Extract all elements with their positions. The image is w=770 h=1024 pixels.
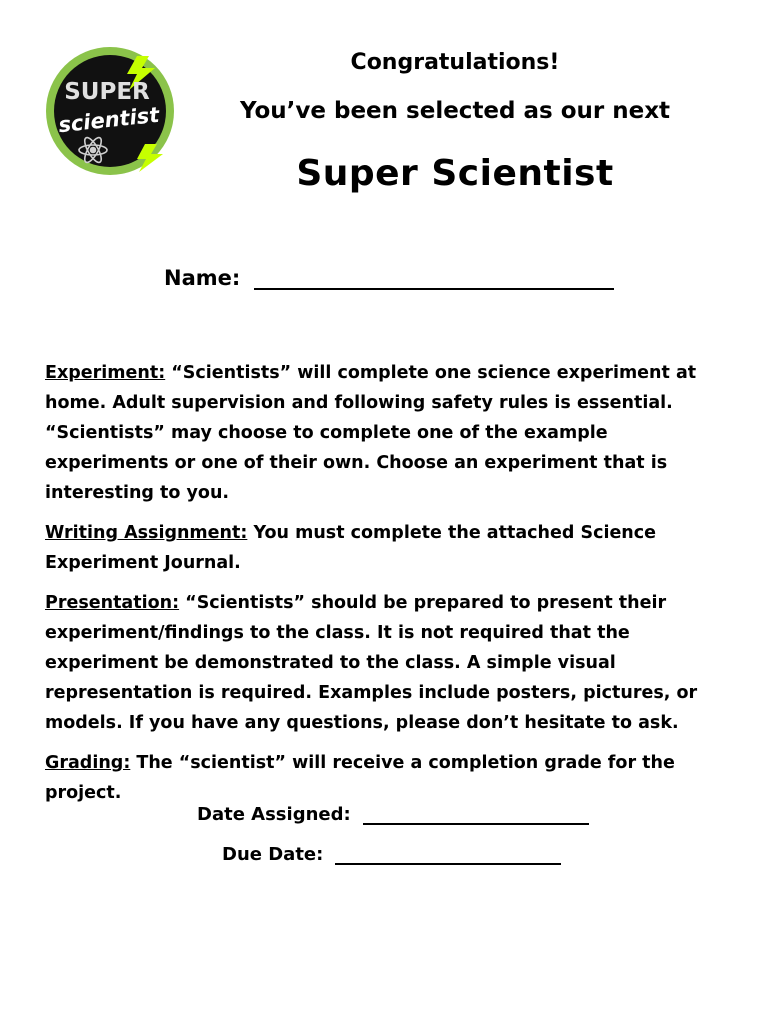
due-date-blank-line[interactable]: [335, 843, 561, 865]
experiment-term: Experiment:: [45, 363, 166, 383]
name-label: Name:: [164, 266, 241, 290]
experiment-text: “Scientists” will complete one science experiment at home. Adult supervision and following safety rules is essential. “Scientists” may choose to complete one of the example experiments or one of their own. Choose an experiment that is interesting to you.: [45, 363, 697, 503]
selected-subheading: You’ve been selected as our next: [239, 98, 671, 124]
writing-assignment-text: You must complete the attached Science Experiment Journal.: [45, 523, 657, 573]
writing-assignment-term: Writing Assignment:: [45, 523, 248, 543]
grading-term: Grading:: [45, 753, 131, 773]
date-assigned-row: [197, 803, 589, 825]
logo-scientist-text: scientist: [57, 102, 161, 138]
instructions-body: [45, 358, 735, 818]
grading-section: [45, 748, 735, 808]
name-row: [164, 266, 614, 290]
experiment-section: [45, 358, 735, 508]
presentation-term: Presentation:: [45, 593, 180, 613]
logo-super-text: SUPER: [64, 79, 150, 105]
name-blank-line[interactable]: [254, 266, 614, 290]
presentation-section: [45, 588, 735, 738]
due-date-label: Due Date:: [222, 844, 324, 865]
presentation-text: “Scientists” should be prepared to present their experiment/findings to the class. It is not required that the experiment be demonstrated to the class. A simple visual representation is required. Examples include posters, pictures, or models. If you have any questions, please don’t hesitate to ask.: [45, 593, 698, 733]
writing-assignment-section: [45, 518, 735, 578]
grading-text: The “scientist” will receive a completion grade for the project.: [45, 753, 675, 803]
date-assigned-label: Date Assigned:: [197, 804, 351, 825]
due-date-row: [222, 843, 561, 865]
congratulations-heading: Congratulations!: [350, 50, 560, 75]
date-assigned-blank-line[interactable]: [363, 803, 589, 825]
super-scientist-title: Super Scientist: [296, 153, 614, 194]
